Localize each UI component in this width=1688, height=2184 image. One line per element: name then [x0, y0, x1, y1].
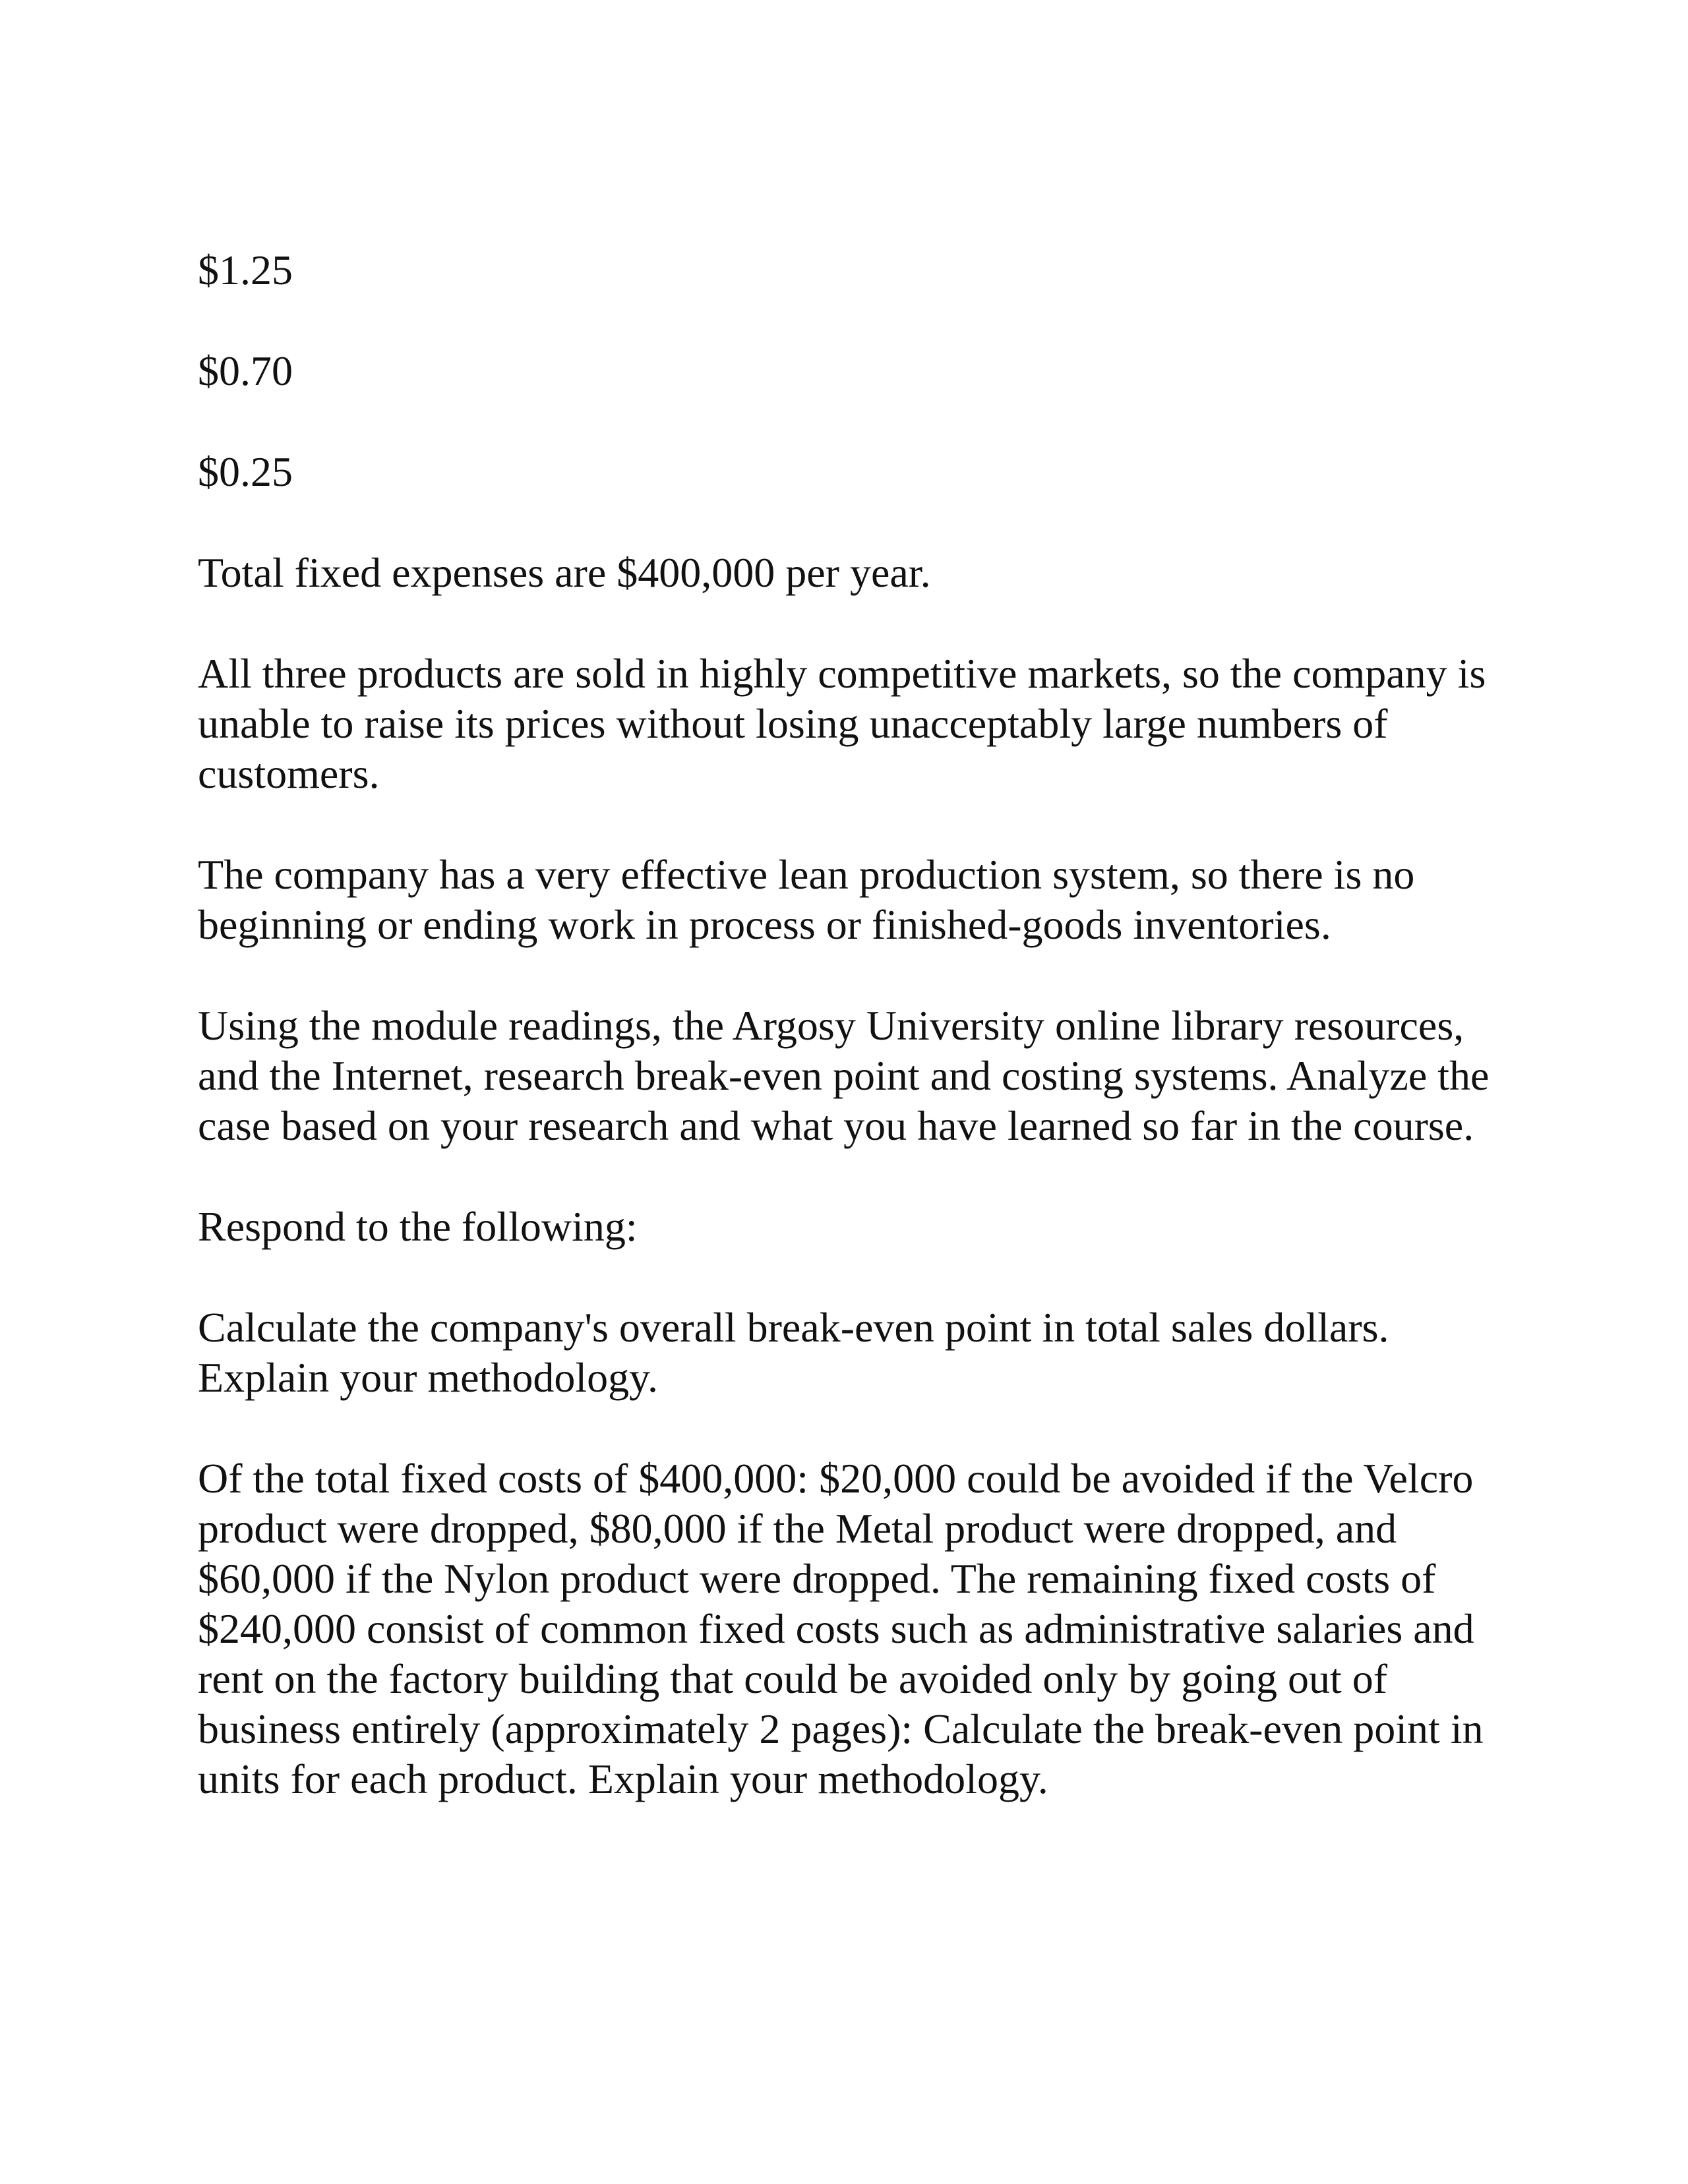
price-value-1: $1.25 [198, 247, 293, 293]
price-value-2: $0.70 [198, 347, 293, 394]
research-instructions-paragraph: Using the module readings, the Argosy University online library resources, and the Internet, research break-even point and costing systems. Analyze the case based on your research and what you have learned so far in the course. [198, 1002, 1490, 1149]
competitive-markets-paragraph: All three products are sold in highly competitive markets, so the company is unable to raise its prices without losing unacceptably large numbers of customers. [198, 650, 1486, 797]
fixed-expenses-paragraph: Total fixed expenses are $400,000 per year. [198, 549, 931, 596]
question-1-paragraph: Calculate the company's overall break-even point in total sales dollars. Explain your methodology. [198, 1304, 1389, 1401]
respond-heading: Respond to the following: [198, 1203, 638, 1250]
lean-production-paragraph: The company has a very effective lean production system, so there is no beginning or ending work in process or finished-goods inventories. [198, 851, 1415, 948]
question-2-paragraph: Of the total fixed costs of $400,000: $20,000 could be avoided if the Velcro product were dropped, $80,000 if the Metal product were dropped, and $60,000 if the Nylon product were dropped. The remaining fixed costs of $240,000 consist of common fixed costs such as administrative salaries and rent on the factory building that could be avoided only by going out of business entirely (approximately 2 pages): Calculate the break-even point in units for each product. Explain your methodology. [198, 1455, 1484, 1802]
document-page [198, 245, 1517, 1855]
price-value-3: $0.25 [198, 448, 293, 495]
